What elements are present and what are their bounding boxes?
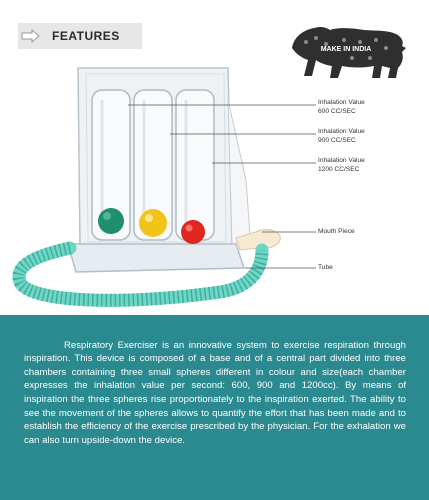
arrow-right-icon bbox=[18, 23, 44, 49]
description-text: Respiratory Exerciser is an innovative system to exercise respiration through inspiration. This device is composed of a base and of a central part divided into three chambers containing three small spheres different in colour and size(each chamber expresses the inhalation value per second: 600, 900 and 1200cc). By means of inspiration the three spheres rise proportionately to the inspiration exerted. The ability to see the movement of the spheres allows to quantify the effort that has been made and to establish the efficiency of the exercise prescribed by the physician. For the exhalation we can also turn upside-down the device. bbox=[24, 339, 406, 446]
callout-1200: Inhalation Value 1200 CC/SEC bbox=[318, 157, 365, 173]
features-badge bbox=[18, 23, 142, 49]
callout-tube: Tube bbox=[318, 264, 333, 271]
callout-mouth-piece: Mouth Piece bbox=[318, 228, 355, 235]
callout-600: Inhalation Value 600 CC/SEC bbox=[318, 99, 365, 115]
description-panel bbox=[0, 315, 429, 500]
callout-900: Inhalation Value 900 CC/SEC bbox=[318, 128, 365, 144]
logo-text: MAKE IN INDIA bbox=[320, 46, 372, 53]
features-label: FEATURES bbox=[52, 29, 120, 43]
